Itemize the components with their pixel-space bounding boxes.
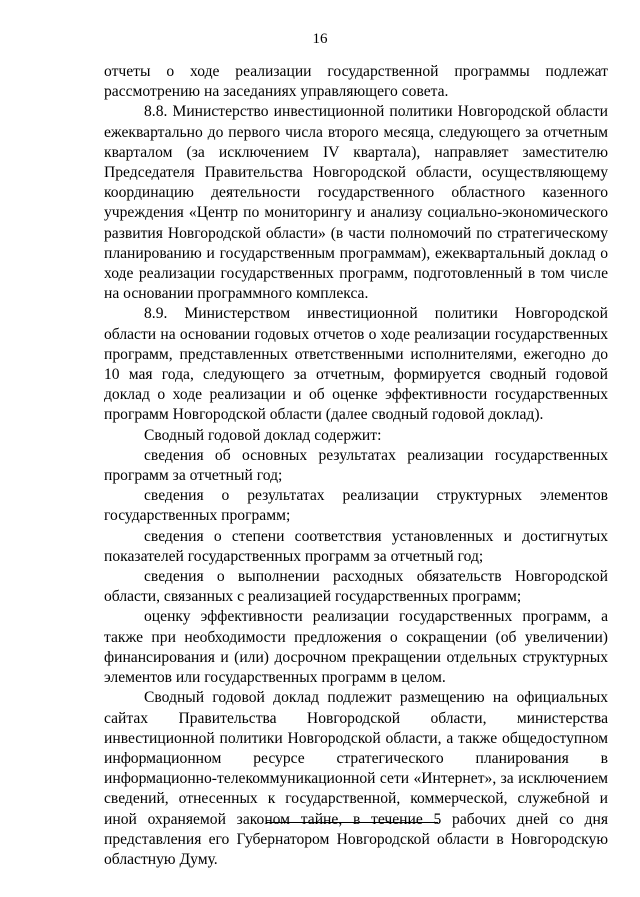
paragraph-report-contents-intro: Сводный годовой доклад содержит: bbox=[144, 426, 382, 444]
paragraph-publication: Сводный годовой доклад подлежит размещению на официальных сайтах Правительства Новгородской области, министерства инвестиционной политики Новгородской области, а также общедоступном информационном ресурсе стратегического планирования в информационно-телекоммуникационной сети «Интернет», за исключением сведений, отнесенных к государственной, коммерческой, служебной и иной охраняемой законом тайне, в течение 5 рабочих дней со дня представления его Губернатором Новгородской области в Новгородскую областную Думу. bbox=[104, 689, 608, 868]
list-item-structural-elements: сведения о результатах реализации структурных элементов государственных программ; bbox=[104, 487, 608, 525]
paragraph-8-9: 8.9. Министерством инвестиционной политики Новгородской области на основании годовых отчетов о ходе реализации государственных программ, представленных ответственными исполнителями, ежегодно до 10 мая года, следующего за отчетным, формируется сводный годовой доклад о ходе реализации и об оценке эффективности государственных программ Новгородской области (далее сводный годовой доклад). bbox=[104, 305, 608, 424]
list-item-main-results: сведения об основных результатах реализации государственных программ за отчетный год; bbox=[104, 446, 608, 485]
page-number: 16 bbox=[312, 31, 328, 47]
list-item-indicators: сведения о степени соответствия установленных и достигнутых показателей государственных программ за отчетный год; bbox=[104, 527, 608, 565]
paragraph-continuation: отчеты о ходе реализации государственной программы подлежат рассмотрению на заседаниях управляющего совета. bbox=[104, 63, 608, 101]
list-item-expenditure-obligations: сведения о выполнении расходных обязательств Новгородской области, связанных с реализацией государственных программ; bbox=[104, 568, 608, 606]
document-body bbox=[104, 62, 608, 870]
list-item-efficiency-assessment: оценку эффективности реализации государственных программ, а также при необходимости предложения о сокращении (об увеличении) финансирования и (или) досрочном прекращении отдельных структурных элементов или государственных программ в целом. bbox=[104, 608, 608, 687]
end-of-text-rule bbox=[266, 822, 438, 823]
paragraph-8-8: 8.8. Министерство инвестиционной политики Новгородской области ежеквартально до первого числа второго месяца, следующего за отчетным кварталом (за исключением IV квартала), направляет заместителю Председателя Правительства Новгородской области, осуществляющему координацию деятельности государственного областного казенного учреждения «Центр по мониторингу и анализу социально-экономического развития Новгородской области» (в части полномочий по стратегическому планированию и государственным программам), ежеквартальный доклад о ходе реализации государственных программ, подготовленный в том числе на основании программного комплекса. bbox=[104, 103, 608, 303]
